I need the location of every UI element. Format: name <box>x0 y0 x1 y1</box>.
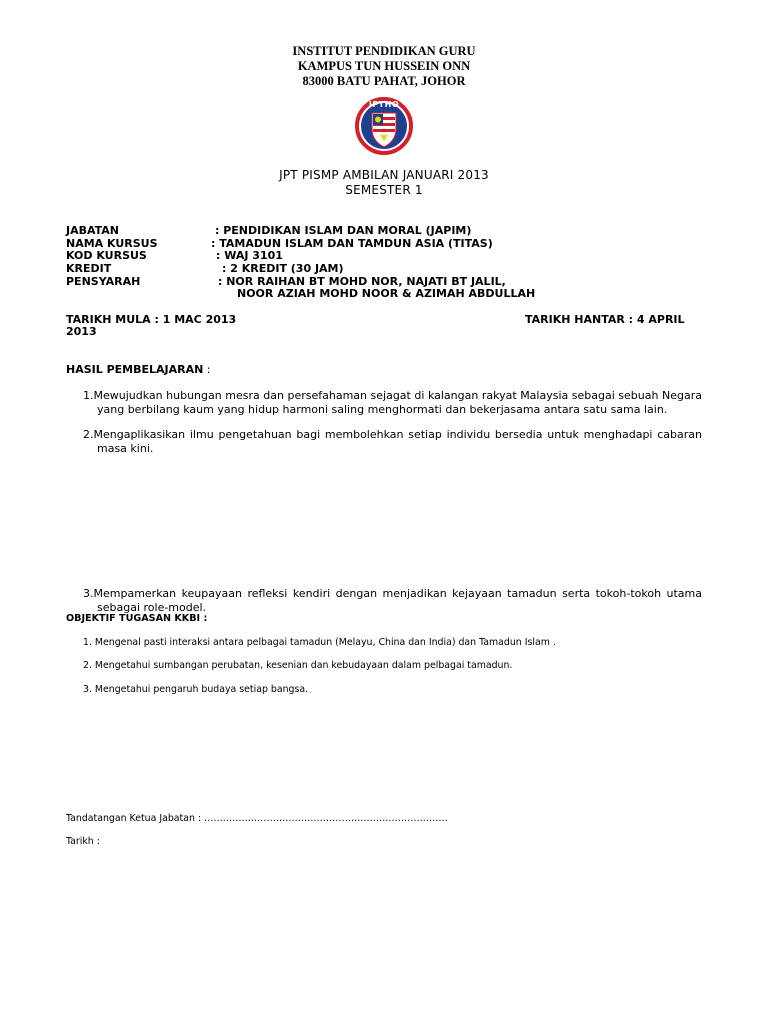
hasil-item-1-line-2: yang berbilang kaum yang hidup harmoni saling menghormati dan bekerjasama antara satu sama lain. <box>97 402 668 416</box>
jabatan-value: : PENDIDIKAN ISLAM DAN MORAL (JAPIM) <box>215 224 472 237</box>
nama-kursus-label: NAMA KURSUS <box>66 237 158 250</box>
programme-title: JPT PISMP AMBILAN JANUARI 2013 <box>279 168 489 182</box>
objektif-item-3: 3. Mengetahui pengaruh budaya setiap bangsa. <box>83 684 309 695</box>
hasil-item-3 <box>83 587 702 614</box>
hasil-item-1-line-1: 1.Mewujudkan hubungan mesra dan persefahaman sejagat di kalangan rakyat Malaysia sebagai sebuah Negara <box>83 389 702 402</box>
hasil-item-3-line-1: 3.Mempamerkan keupayaan refleksi kendiri dengan menjadikan kejayaan tamadun serta tokoh-tokoh utama <box>83 587 702 600</box>
jabatan-label: JABATAN <box>66 224 120 237</box>
kod-kursus-label: KOD KURSUS <box>66 249 147 262</box>
hasil-heading <box>66 363 211 376</box>
hasil-item-3-line-2: sebagai role-model. <box>97 600 207 614</box>
hasil-item-1 <box>83 389 702 416</box>
tarikh-hantar-year: 2013 <box>66 325 97 338</box>
tandatangan-ketua-jabatan: Tandatangan Ketua Jabatan : …………………………………………………………………… <box>66 813 448 824</box>
address: 83000 BATU PAHAT, JOHOR <box>302 74 466 88</box>
pensyarah-value-continued: NOOR AZIAH MOHD NOOR & AZIMAH ABDULLAH <box>237 287 536 300</box>
semester-title: SEMESTER 1 <box>345 183 423 197</box>
hasil-item-2-line-1: 2.Mengaplikasikan ilmu pengetahuan bagi membolehkan setiap individu bersedia untuk menghadapi cabaran <box>83 428 702 441</box>
tarikh-field: Tarikh : <box>66 836 100 847</box>
kod-kursus-value: : WAJ 3101 <box>216 249 283 262</box>
nama-kursus-value: : TAMADUN ISLAM DAN TAMDUN ASIA (TITAS) <box>211 237 493 250</box>
tarikh-hantar: TARIKH HANTAR : 4 APRIL <box>525 313 685 326</box>
institute-name: INSTITUT PENDIDIKAN GURU <box>292 44 476 58</box>
kredit-label: KREDIT <box>66 262 112 275</box>
hasil-heading-colon: : <box>203 363 211 376</box>
objektif-heading: OBJEKTIF TUGASAN KKBI : <box>66 613 208 624</box>
hasil-item-2 <box>83 428 702 455</box>
campus-name: KAMPUS TUN HUSSEIN ONN <box>297 59 471 73</box>
objektif-item-2: 2. Mengetahui sumbangan perubatan, kesenian dan kebudayaan dalam pelbagai tamadun. <box>83 660 513 671</box>
pensyarah-label: PENSYARAH <box>66 275 141 288</box>
tarikh-mula: TARIKH MULA : 1 MAC 2013 <box>66 313 237 326</box>
logo-lettering: IPTHO <box>368 100 400 109</box>
hasil-heading-label: HASIL PEMBELAJARAN <box>66 363 204 376</box>
objektif-item-1: 1. Mengenal pasti interaksi antara pelbagai tamadun (Melayu, China dan India) dan Tamadun Islam . <box>83 637 556 648</box>
hasil-item-2-line-2: masa kini. <box>97 441 154 455</box>
kredit-value: : 2 KREDIT (30 JAM) <box>222 262 344 275</box>
pensyarah-value: : NOR RAIHAN BT MOHD NOR, NAJATI BT JALIL, <box>218 275 506 288</box>
institute-logo <box>354 95 414 157</box>
